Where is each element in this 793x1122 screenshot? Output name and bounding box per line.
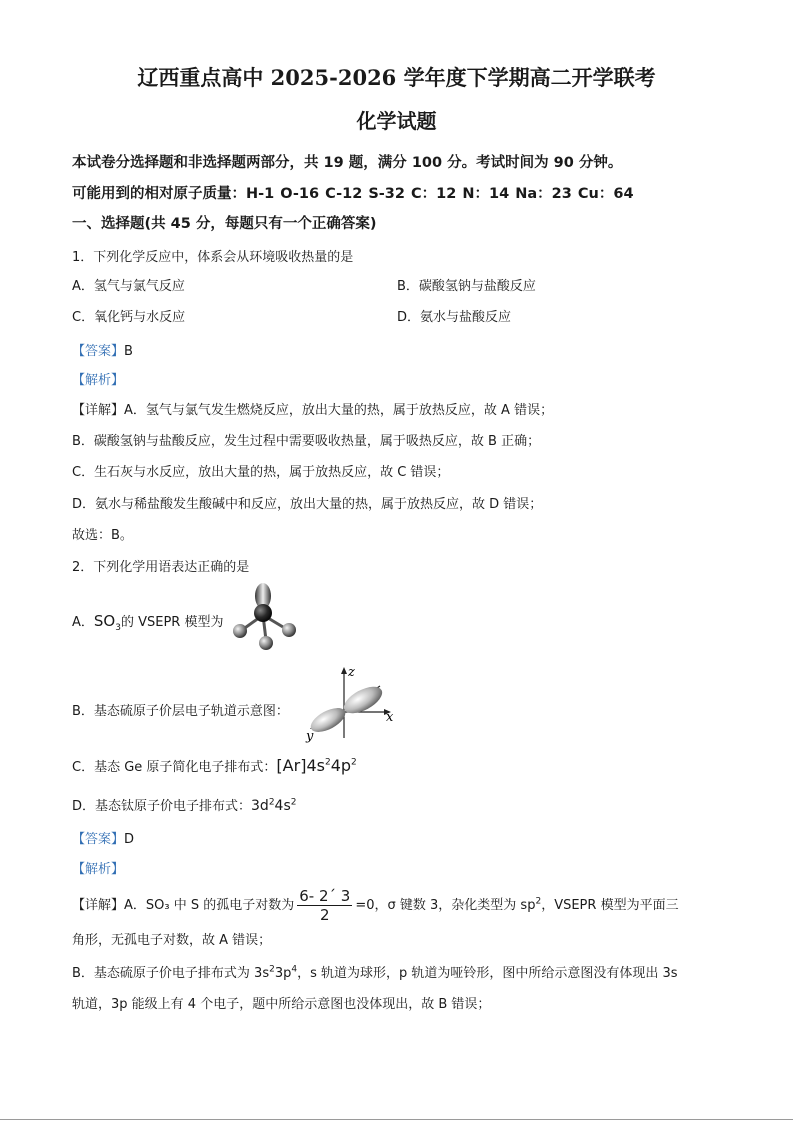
- vsepr-model-image: [228, 582, 300, 652]
- z-arrow-icon: [341, 667, 347, 674]
- q1-option-d: D．氨水与盐酸反应: [397, 310, 512, 325]
- sp-superscript: 2: [535, 896, 542, 907]
- fraction-numerator: 6- 2´ 3: [299, 887, 351, 905]
- config-4s-sup: 2: [290, 797, 297, 808]
- q1-answer: [72, 340, 133, 359]
- page-bottom-border: [0, 1119, 793, 1120]
- fraction-denominator: 2: [320, 906, 330, 924]
- page-title: 辽西重点高中 2025-2026 学年度下学期高二开学联考: [137, 65, 656, 90]
- page-subtitle: 化学试题: [356, 109, 437, 133]
- q1-detail-a: [72, 399, 553, 418]
- detail-text: 3p: [274, 966, 292, 981]
- oxygen-atom: [282, 623, 296, 637]
- config-4p: 4p: [330, 756, 352, 775]
- z-axis-label: z: [348, 665, 355, 680]
- detail-text: ，VSEPR 模型为平面三: [541, 898, 679, 913]
- q1-option-b: B．碳酸氢钠与盐酸反应: [397, 279, 536, 294]
- q1-conclusion: 故选：B。: [72, 528, 133, 543]
- detail-text: A．氢气与氯气发生燃烧反应，放出大量的热，属于放热反应，故 A 错误；: [124, 403, 554, 418]
- q1-option-c: C．氧化钙与水反应: [72, 310, 186, 325]
- q2-option-b: B．基态硫原子价层电子轨道示意图：: [72, 704, 289, 719]
- answer-value: D: [124, 832, 135, 847]
- ti-configuration: [251, 798, 296, 814]
- so3-symbol: SO: [93, 612, 116, 630]
- option-text: 的 VSEPR 模型为: [120, 615, 224, 630]
- detail-text: =0，σ 键数 3，杂化类型为 sp: [355, 898, 536, 913]
- detail-text: A．SO₃ 中 S 的孤电子对数为: [124, 898, 295, 913]
- config-3d: 3d: [251, 798, 269, 814]
- q2-detail-a-cont: 角形，无孤电子对数，故 A 错误；: [72, 933, 272, 948]
- q2-option-a: [72, 611, 224, 633]
- sulfur-atom: [254, 604, 272, 622]
- q1-analysis-tag: 【解析】: [72, 373, 125, 388]
- q2-detail-a: [72, 887, 679, 924]
- so3-formula: [93, 612, 121, 633]
- q1-option-a: A．氢气与氯气反应: [72, 279, 185, 294]
- lone-pair-fraction: [297, 887, 352, 924]
- oxygen-atom: [259, 636, 273, 650]
- config-4s: 4s: [274, 798, 291, 814]
- 3p-superscript: 4: [291, 964, 298, 975]
- q2-stem: 2．下列化学用语表达正确的是: [72, 560, 250, 575]
- option-text: D．基态钛原子价电子排布式：: [72, 799, 252, 814]
- option-text: C．基态 Ge 原子简化电子排布式：: [72, 760, 277, 775]
- q2-detail-b: [72, 962, 678, 981]
- q1-stem: 1．下列化学反应中，体系会从环境吸收热量的是: [72, 250, 354, 265]
- section-heading: 一、选择题(共 45 分，每题只有一个正确答案): [72, 216, 377, 232]
- 3s-superscript: 2: [269, 964, 275, 975]
- ge-configuration: [276, 756, 356, 775]
- answer-tag: 【答案】: [72, 832, 125, 847]
- answer-tag: 【答案】: [72, 344, 125, 359]
- config-3d-sup: 2: [268, 797, 275, 808]
- config-core: [Ar]: [276, 756, 307, 775]
- q1-detail-d: D．氨水与稀盐酸发生酸碱中和反应，放出大量的热，属于放热反应，故 D 错误；: [72, 497, 543, 512]
- detail-text: ，s 轨道为球形，p 轨道为哑铃形，图中所给示意图没有体现出 3s: [297, 966, 678, 981]
- config-4s: 4s: [306, 756, 325, 775]
- y-axis-label: y: [306, 729, 314, 744]
- p-orbital-diagram: [300, 664, 400, 744]
- detail-tag: 【详解】: [72, 403, 125, 418]
- so3-subscript: 3: [115, 623, 121, 633]
- q2-detail-b-cont: 轨道，3p 能级上有 4 个电子，题中所给示意图也没体现出，故 B 错误；: [72, 997, 491, 1012]
- oxygen-atom: [233, 624, 247, 638]
- answer-value: B: [124, 344, 133, 359]
- q2-option-c: [72, 756, 357, 775]
- q1-detail-b: B．碳酸氢钠与盐酸反应，发生过程中需要吸收热量，属于吸热反应，故 B 正确；: [72, 434, 541, 449]
- atomic-masses: 可能用到的相对原子质量：H-1 O-16 C-12 S-32 C：12 N：14 Na：23 Cu：64: [72, 186, 634, 202]
- detail-tag: 【详解】: [72, 898, 125, 913]
- q1-detail-c: C．生石灰与水反应，放出大量的热，属于放热反应，故 C 错误；: [72, 465, 450, 480]
- exam-info: 本试卷分选择题和非选择题两部分，共 19 题，满分 100 分。考试时间为 90 分钟。: [72, 155, 623, 171]
- option-label: A．: [72, 615, 94, 630]
- detail-text: B．基态硫原子价电子排布式为 3s: [72, 966, 270, 981]
- x-axis-label: x: [386, 710, 394, 725]
- q2-answer: [72, 828, 134, 847]
- config-4p-sup: 2: [351, 757, 357, 768]
- q2-option-d: [72, 795, 296, 814]
- config-4s-sup: 2: [324, 757, 331, 768]
- q2-analysis-tag: 【解析】: [72, 862, 125, 877]
